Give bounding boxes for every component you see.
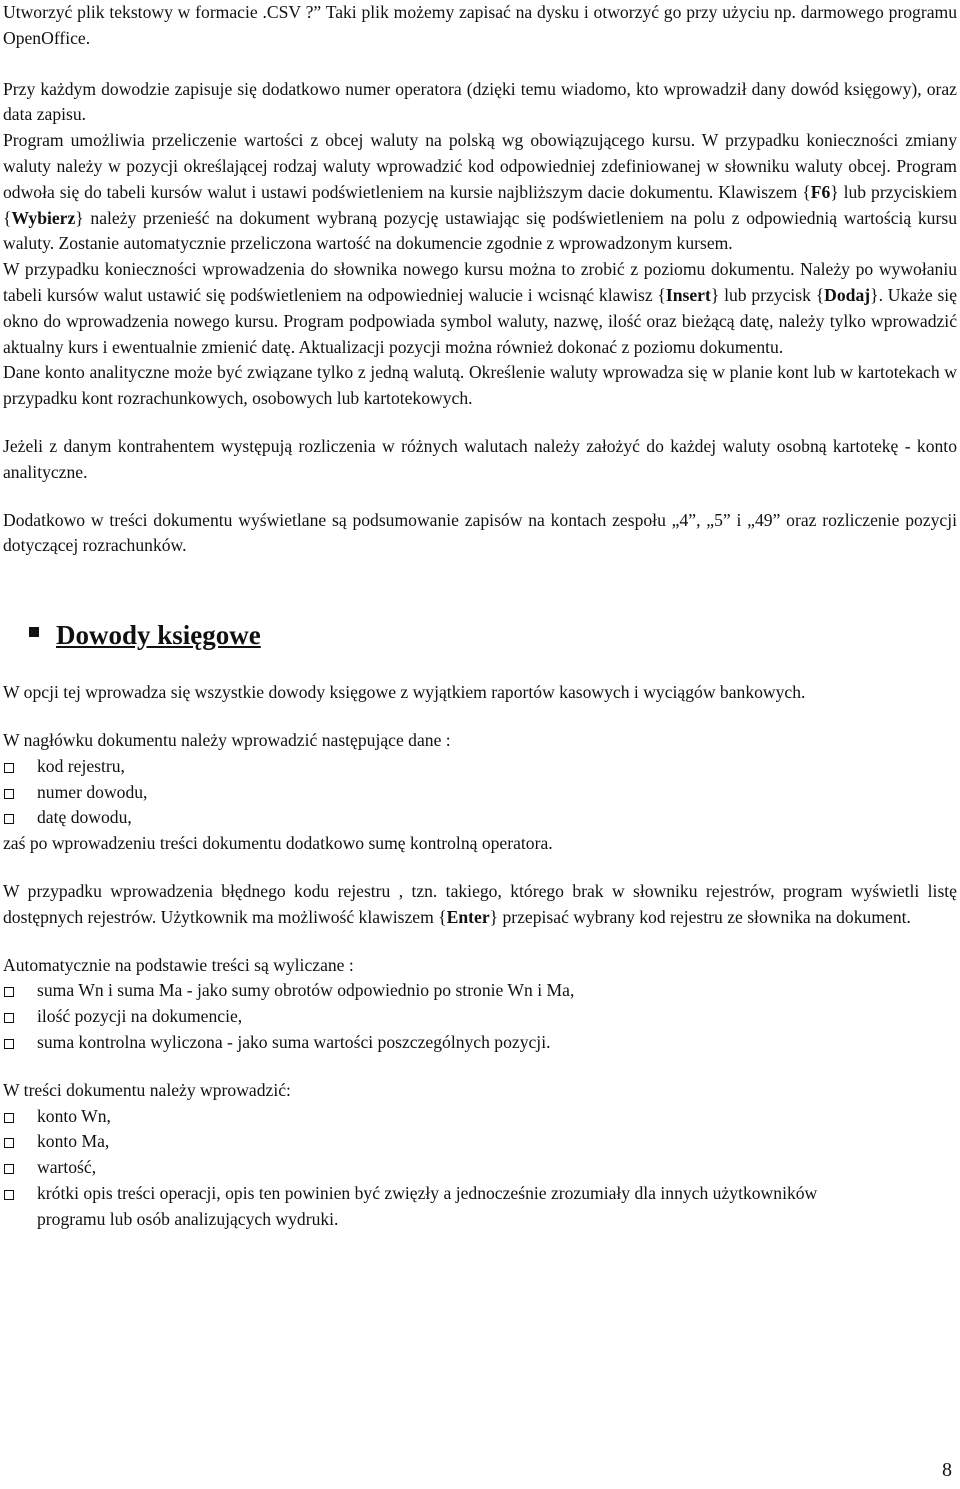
paragraph-header-intro: W nagłówku dokumentu należy wprowadzić następujące dane : [3, 729, 451, 750]
key-wybierz: Wybierz [11, 207, 76, 228]
checkbox-bullet-icon [4, 1113, 14, 1123]
header-fields-list [3, 754, 957, 831]
paragraph-account-currency: Dane konto analityczne może być związane tylko z jedną walutą. Określenie waluty wprowadza się w planie kont lub w kartotekach w przypadku kont rozrachunkowych, osobowych lub kartotekowych. [3, 362, 957, 409]
section-title: Dowody księgowe [56, 620, 261, 651]
auto-calculated-list [3, 978, 957, 1055]
list-item: numer dowodu, [3, 780, 957, 806]
key-dodaj: Dodaj [824, 284, 871, 305]
list-item: konto Ma, [3, 1129, 957, 1155]
paragraph-contractor: Jeżeli z danym kontrahentem występują rozliczenia w różnych walutach należy założyć do każdej waluty osobną kartotekę - konto analityczne. [3, 435, 957, 482]
list-item: ilość pozycji na dokumencie, [3, 1004, 957, 1030]
paragraph-auto-intro: Automatycznie na podstawie treści są wyliczane : [3, 954, 354, 975]
paragraph-content-intro: W treści dokumentu należy wprowadzić: [3, 1079, 291, 1100]
square-bullet-icon [29, 627, 39, 637]
key-f6: F6 [810, 181, 831, 202]
paragraph-section-intro: W opcji tej wprowadza się wszystkie dowody księgowe z wyjątkiem raportów kasowych i wyciągów bankowych. [3, 682, 806, 703]
paragraph-register-error: W przypadku wprowadzenia błędnego kodu rejestru , tzn. takiego, którego brak w słowniku rejestrów, program wyświetli listę dostępnych rejestrów. Użytkownik ma możliwość klawiszem {Enter} przepisać wybrany kod rejestru ze słownika na dokument. [3, 880, 957, 927]
paragraph-csv: Utworzyć plik tekstowy w formacie .CSV ?” Taki plik możemy zapisać na dysku i otworzyć go przy użyciu np. darmowego programu OpenOffice. [3, 2, 957, 48]
paragraph-currency-conversion: Program umożliwia przeliczenie wartości z obcej waluty na polską wg obowiązującego kursu. W przypadku konieczności zmiany waluty należy w pozycji określającej rodzaj waluty wprowadzić kod odpowiedniej zdefiniowanej w słowniku waluty obcej. Program odwoła się do tabeli kursów walut i ustawi podświetleniem na kursie najbliższym dacie dokumentu. Klawiszem {F6} lub przyciskiem {Wybierz} należy przenieść na dokument wybraną pozycję ustawiając się podświetleniem na polu z odpowiednią wartością kursu waluty. Zostanie automatycznie przeliczona wartość na dokumencie zgodnie z wprowadzonym kursem. [3, 130, 958, 254]
checkbox-bullet-icon [4, 789, 14, 799]
list-item: konto Wn, [3, 1104, 957, 1130]
section-heading [3, 617, 957, 655]
checkbox-bullet-icon [4, 1013, 14, 1023]
paragraph-summary: Dodatkowo w treści dokumentu wyświetlane są podsumowanie zapisów na kontach zespołu „4”, „5” i „49” oraz rozliczenie pozycji dotyczącej rozrachunków. [3, 509, 957, 556]
checkbox-bullet-icon [4, 987, 14, 997]
list-item: suma Wn i suma Ma - jako sumy obrotów odpowiednio po stronie Wn i Ma, [3, 978, 957, 1004]
key-enter: Enter [446, 906, 490, 927]
paragraph-operator: Przy każdym dowodzie zapisuje się dodatkowo numer operatora (dzięki temu wiadomo, kto wprowadził dany dowód księgowy), oraz data zapisu. [3, 78, 957, 125]
document-page [3, 0, 957, 1232]
checkbox-bullet-icon [4, 1039, 14, 1049]
paragraph-new-rate: W przypadku konieczności wprowadzenia do słownika nowego kursu można to zrobić z poziomu dokumentu. Należy po wywołaniu tabeli kursów walut ustawić się podświetleniem na odpowiedniej walucie i wcisnąć klawisz {Insert} lub przycisk {Dodaj}. Ukaże się okno do wprowadzenia nowego kursu. Program podpowiada symbol waluty, nazwę, ilość oraz bieżącą datę, należy tylko wprowadzić aktualny kurs i ewentualnie zmienić datę. Aktualizacji pozycji można również dokonać z poziomu dokumentu. [3, 259, 958, 357]
list-item: suma kontrolna wyliczona - jako suma wartości poszczególnych pozycji. [3, 1030, 957, 1056]
key-insert: Insert [665, 284, 711, 305]
list-item: datę dowodu, [3, 805, 957, 831]
checkbox-bullet-icon [4, 1190, 14, 1200]
list-item: wartość, [3, 1155, 957, 1181]
checkbox-bullet-icon [4, 1164, 14, 1174]
checkbox-bullet-icon [4, 763, 14, 773]
content-fields-list [3, 1104, 957, 1233]
list-item: krótki opis treści operacji, opis ten powinien być zwięzły a jednocześnie zrozumiały dla innych użytkowników programu lub osób analizujących wydruki. [3, 1181, 957, 1233]
checkbox-bullet-icon [4, 814, 14, 824]
paragraph-header-after: zaś po wprowadzeniu treści dokumentu dodatkowo sumę kontrolną operatora. [3, 833, 553, 854]
checkbox-bullet-icon [4, 1138, 14, 1148]
list-item: kod rejestru, [3, 754, 957, 780]
page-number: 8 [942, 1459, 952, 1481]
